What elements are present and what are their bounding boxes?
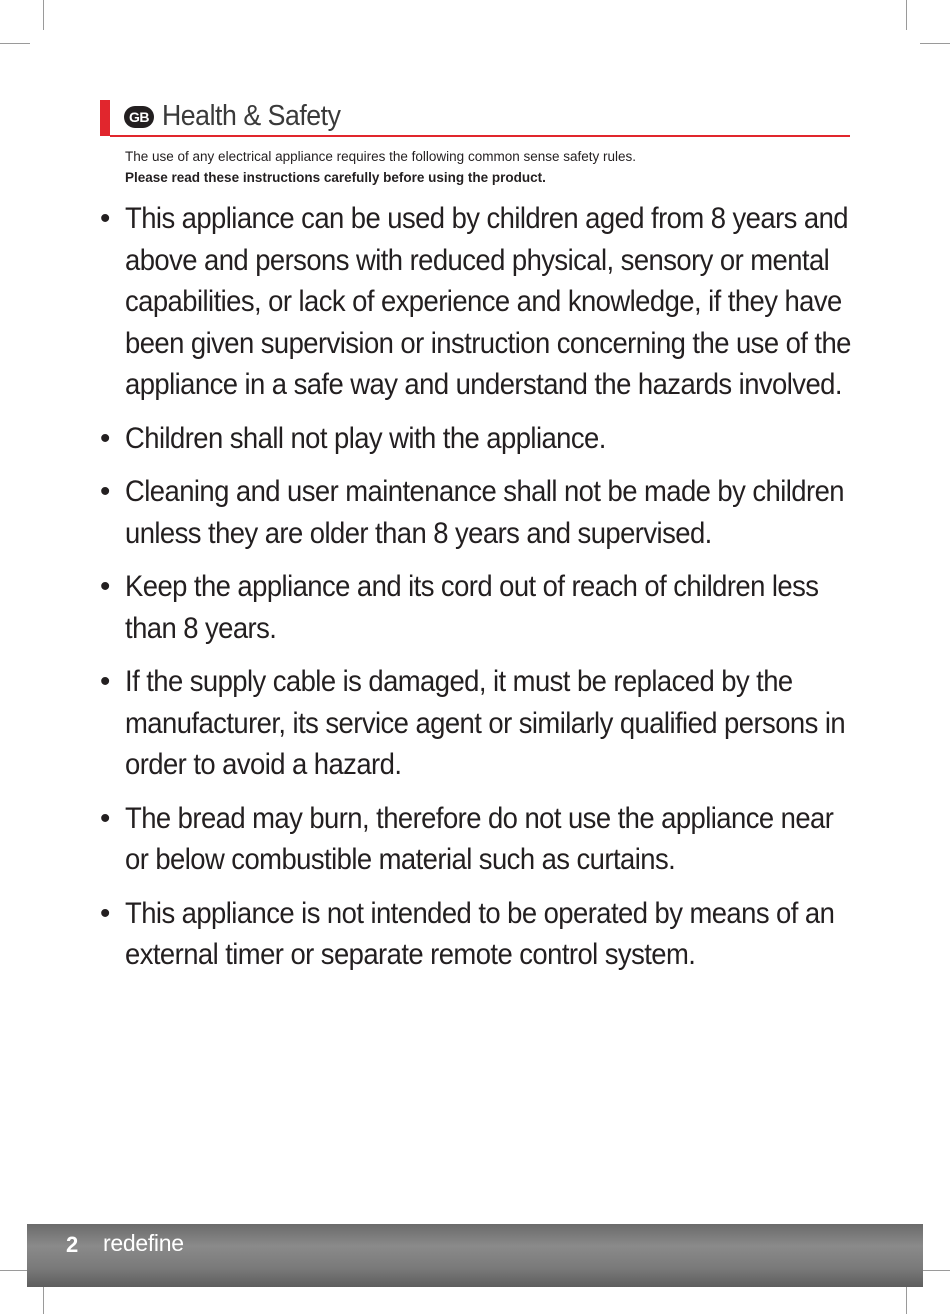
intro-line: The use of any electrical appliance requires the following common sense safety rules. <box>125 149 637 164</box>
crop-mark <box>0 1270 30 1271</box>
intro-warning: Please read these instructions carefully before using the product. <box>125 170 546 185</box>
rule-text: Children shall not play with the appliance. <box>125 421 606 455</box>
safety-rules-list <box>100 198 860 988</box>
crop-mark <box>0 43 30 44</box>
crop-mark <box>43 1284 44 1314</box>
rule-text: If the supply cable is damaged, it must be replaced by the manufacturer, its service agent or similarly qualified persons in order to avoid a hazard. <box>125 665 846 781</box>
header-rule <box>110 135 850 137</box>
crop-mark <box>906 0 907 30</box>
rule-text: The bread may burn, therefore do not use the appliance near or below combustible material such as curtains. <box>125 801 834 876</box>
rule-text: Keep the appliance and its cord out of reach of children less than 8 years. <box>125 570 819 645</box>
footer-bar <box>27 1224 923 1287</box>
language-badge: GB <box>124 106 154 128</box>
list-item <box>100 198 860 406</box>
bullet-icon: • <box>100 421 110 455</box>
crop-mark <box>920 43 950 44</box>
bullet-icon: • <box>100 801 110 835</box>
header-accent-bar <box>100 100 110 136</box>
page-title: Health & Safety <box>162 100 341 132</box>
bullet-icon: • <box>100 570 110 603</box>
list-item <box>100 893 860 976</box>
rule-text: This appliance can be used by children aged from 8 years and above and persons with reduced physical, sensory or mental capabilities, or lack of experience and knowledge, if they have been given supervision or instruction concerning the use of the appliance in a safe way and understand the hazards involved. <box>125 202 851 401</box>
intro-text <box>125 146 845 188</box>
bullet-icon: • <box>100 475 110 508</box>
bullet-icon: • <box>100 896 110 930</box>
list-item <box>100 418 860 460</box>
brand-logo: redefine <box>103 1230 184 1256</box>
list-item <box>100 471 860 554</box>
bullet-icon: • <box>100 202 110 235</box>
crop-mark <box>43 0 44 30</box>
crop-mark <box>920 1270 950 1271</box>
page-number: 2 <box>66 1232 79 1257</box>
crop-mark <box>906 1284 907 1314</box>
list-item <box>100 566 860 649</box>
section-header <box>100 98 850 138</box>
rule-text: This appliance is not intended to be operated by means of an external timer or separate remote control system. <box>125 896 835 971</box>
list-item <box>100 661 860 786</box>
bullet-icon: • <box>100 665 110 698</box>
rule-text: Cleaning and user maintenance shall not be made by children unless they are older than 8 years and supervised. <box>125 475 844 550</box>
list-item <box>100 798 860 881</box>
